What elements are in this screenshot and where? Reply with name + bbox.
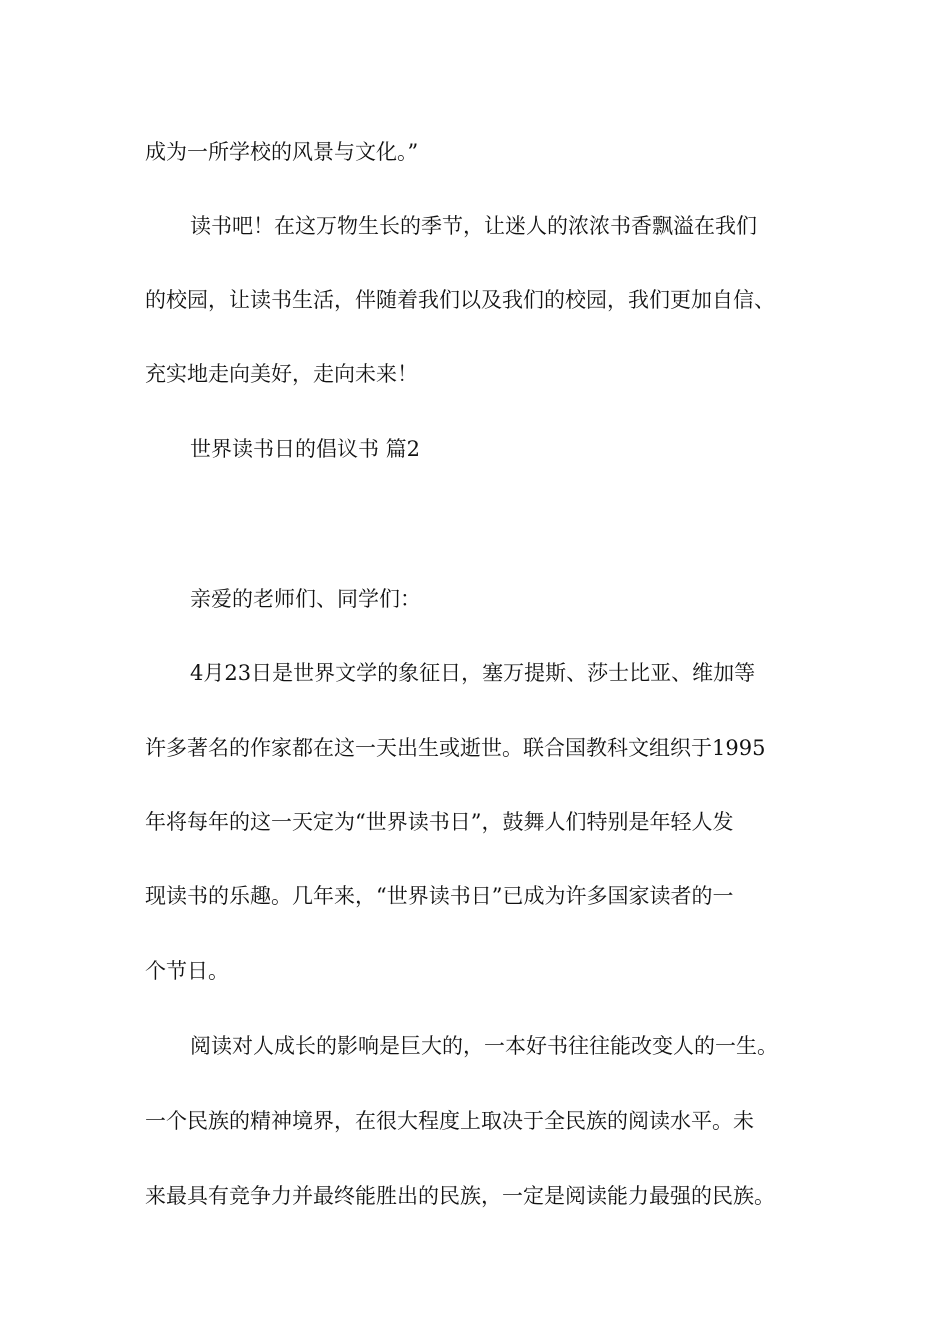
salutation: 亲爱的老师们、同学们： [190, 587, 421, 611]
paragraph-line: 年将每年的这一天定为“世界读书日”，鼓舞人们特别是年轻人发 [145, 810, 734, 834]
paragraph-line: 许多著名的作家都在这一天出生或逝世。联合国教科文组织于1995 [145, 736, 766, 760]
paragraph-line: 现读书的乐趣。几年来，“世界读书日”已成为许多国家读者的一 [145, 884, 734, 908]
paragraph-line: 的校园，让读书生活，伴随着我们以及我们的校园，我们更加自信、 [145, 288, 775, 312]
paragraph-line: 充实地走向美好，走向未来！ [145, 362, 418, 386]
paragraph-line: 来最具有竞争力并最终能胜出的民族，一定是阅读能力最强的民族。 [145, 1184, 775, 1208]
paragraph-line: 阅读对人成长的影响是巨大的，一本好书往往能改变人的一生。 [190, 1034, 778, 1058]
paragraph-line: 成为一所学校的风景与文化。” [145, 140, 419, 164]
paragraph-line: 读书吧！在这万物生长的季节，让迷人的浓浓书香飘溢在我们 [190, 214, 757, 238]
paragraph-line: 4月23日是世界文学的象征日，塞万提斯、莎士比亚、维加等 [190, 661, 756, 685]
section-heading: 世界读书日的倡议书 篇2 [190, 437, 421, 461]
paragraph-line: 个节日。 [145, 959, 229, 983]
paragraph-line: 一个民族的精神境界，在很大程度上取决于全民族的阅读水平。未 [145, 1109, 754, 1133]
